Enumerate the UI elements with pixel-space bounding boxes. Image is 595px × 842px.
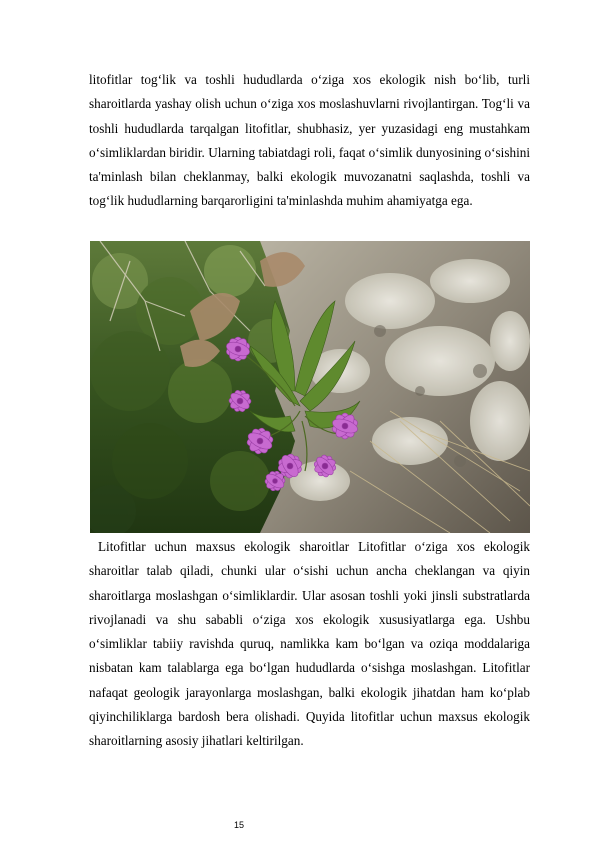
page-number: 15 [233,820,244,830]
orchid-photo-illustration [90,241,530,533]
orchid-photo [90,241,530,533]
paragraph-bottom: Litofitlar uchun maxsus ekologik sharoitlar Litofitlar o‘ziga xos ekologik sharoitlar talab qiladi, chunki ular o‘sishi uchun ancha cheklangan va qiyin sharoitlarga moslashgan o‘simliklardir. Ular asosan toshli yoki jinsli substratlarda rivojlanadi va shu sababli o‘ziga xos ekologik xususiyatlarga ega. Ushbu o‘simliklar tabiiy ravishda quruq, namlikka kam bo‘lgan va oziqa moddalariga nisbatan kam talablarga ega bo‘lgan hududlarda o‘sishga moslashgan. Litofitlar nafaqat geologik jarayonlarga moslashgan, balki ekologik jihatdan ham ko‘plab qiyinchiliklarga bardosh bera olishadi. Quyida litofitlar uchun maxsus ekologik sharoitlarning asosiy jihatlari keltirilgan. [89,539,530,749]
paragraph-top: litofitlar tog‘lik va toshli hududlarda o‘ziga xos ekologik nish bo‘lib, turli sharoitlarda yashay olish uchun o‘ziga xos moslashuvlarni rivojlantirgan. Tog‘li va toshli hududlarda tarqalgan litofitlar, shubhasiz, yer yuzasidagi eng mustahkam o‘simliklardan biridir. Ularning tabiatdagi roli, faqat o‘simlik dunyosining o‘sishini ta'minlash bilan cheklanmay, balki ekologik muvozanatni saqlashda, toshli va tog‘lik hududlarning barqarorligini ta'minlashda muhim ahamiyatga ega. [89,72,530,209]
